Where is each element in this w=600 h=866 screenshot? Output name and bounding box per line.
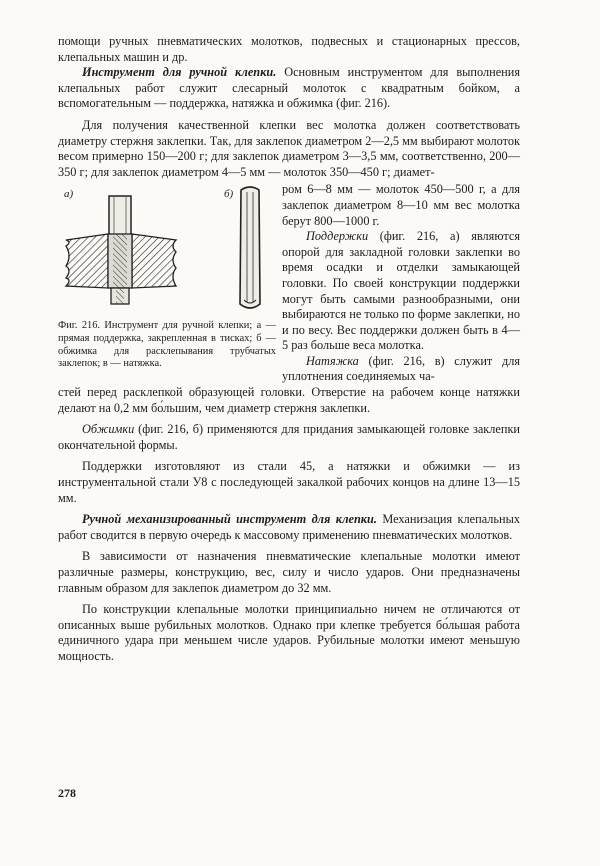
figure-216 [58, 182, 276, 318]
figure-label-b: б) [224, 188, 234, 201]
page-body [58, 34, 520, 665]
paragraph-pneumatic-hammers: В зависимости от назначения пневматические клепальные молотки имеют различные размеры, конструкцию, вес, силу и число ударов. Они предназначены главным образом для заклепок диаметром до 32 мм. [58, 549, 520, 595]
side-text-column [282, 182, 520, 385]
figure-216-drawing [58, 182, 276, 318]
paragraph-tension-tool-continued: стей перед расклепкой образующей головки. Отверстие на рабочем конце натяжки делают на 0,2 мм бо́льшим, чем диаметр стержня заклепки. [58, 385, 520, 415]
section-heading-mechanized: Ручной механизированный инструмент для клепки. [82, 512, 377, 527]
support-in-vise-drawing [66, 196, 176, 304]
paragraph-tension-tool: Натяжка (фиг. 216, в) служит для уплотнения соединяемых ча- [282, 353, 520, 384]
paragraph-hammer-weight: Для получения качественной клепки вес молотка должен соответствовать диаметру стержня заклепки. Так, для заклепок диаметром 2—2,5 мм выбирают молоток весом примерно 150—200 г; для заклепок диаметром 3—3,5 мм, соответственно, 200—350 г; для заклепок диаметром 4—5 мм — молоток 350—450 г; диамет- [58, 117, 520, 179]
term-crimpers: Обжимки [82, 422, 135, 437]
figure-row [58, 182, 520, 385]
figure-label-a: а) [64, 188, 74, 201]
term-supports: Поддержки [306, 229, 369, 244]
section-heading-hand-riveting: Инструмент для ручной клепки. [82, 65, 277, 80]
page-number: 278 [58, 786, 76, 800]
term-tension-tool: Натяжка [306, 353, 359, 368]
paragraph-mechanized-tools: Ручной механизированный инструмент для клепки. Механизация клепальных работ сводится в первую очередь к массовому применению пневматических молотков. [58, 512, 521, 542]
figure-caption: Фиг. 216. Инструмент для ручной клепки; а — прямая поддержка, закрепленная в тисках; б — обжимка для расклепывания трубчатых заклепок; в — натяжка. [58, 320, 276, 370]
paragraph-crimpers: Обжимки (фиг. 216, б) применяются для придания замыкающей головке заклепки окончательной формы. [58, 422, 520, 452]
paragraph-hammer-weight-continued: ром 6—8 мм — молоток 450—500 г, а для заклепок диаметром 8—10 мм вес молотка берут 800—1000 г. [282, 182, 520, 228]
paragraph-hammer-design: По конструкции клепальные молотки принципиально ничем не отличаются от описанных выше рубильных молотков. Однако при клепке требуется бо́льшая работа единичного удара при меньшем числе ударов. Рубильные молотки имеют меньшую мощность. [58, 602, 520, 663]
paragraph-materials: Поддержки изготовляют из стали 45, а натяжки и обжимки — из инструментальной стали У8 с последующей закалкой рабочих концов на длине 13—15 мм. [58, 459, 520, 505]
crimping-tool-drawing [240, 187, 260, 308]
paragraph-hand-riveting-tools: Инструмент для ручной клепки. Основным инструментом для выполнения клепальных работ служит слесарный молоток с квадратным бойком, а вспомогательным — поддержка, натяжка и обжимка (фиг. 216). [58, 65, 520, 111]
paragraph-top: помощи ручных пневматических молотков, подвесных и стационарных прессов, клепальных машин и др. [58, 34, 520, 64]
paragraph-supports: Поддержки (фиг. 216, а) являются опорой для закладной головки заклепки во время осадки и отделки замыкающей головки. По своей конструкции поддержки могут быть самыми разнообразными, они выбираются не только по форме заклепки, но и по весу. Вес поддержки должен быть в 4—5 раз больше веса молотка. [282, 229, 520, 353]
figure-column [58, 182, 276, 385]
